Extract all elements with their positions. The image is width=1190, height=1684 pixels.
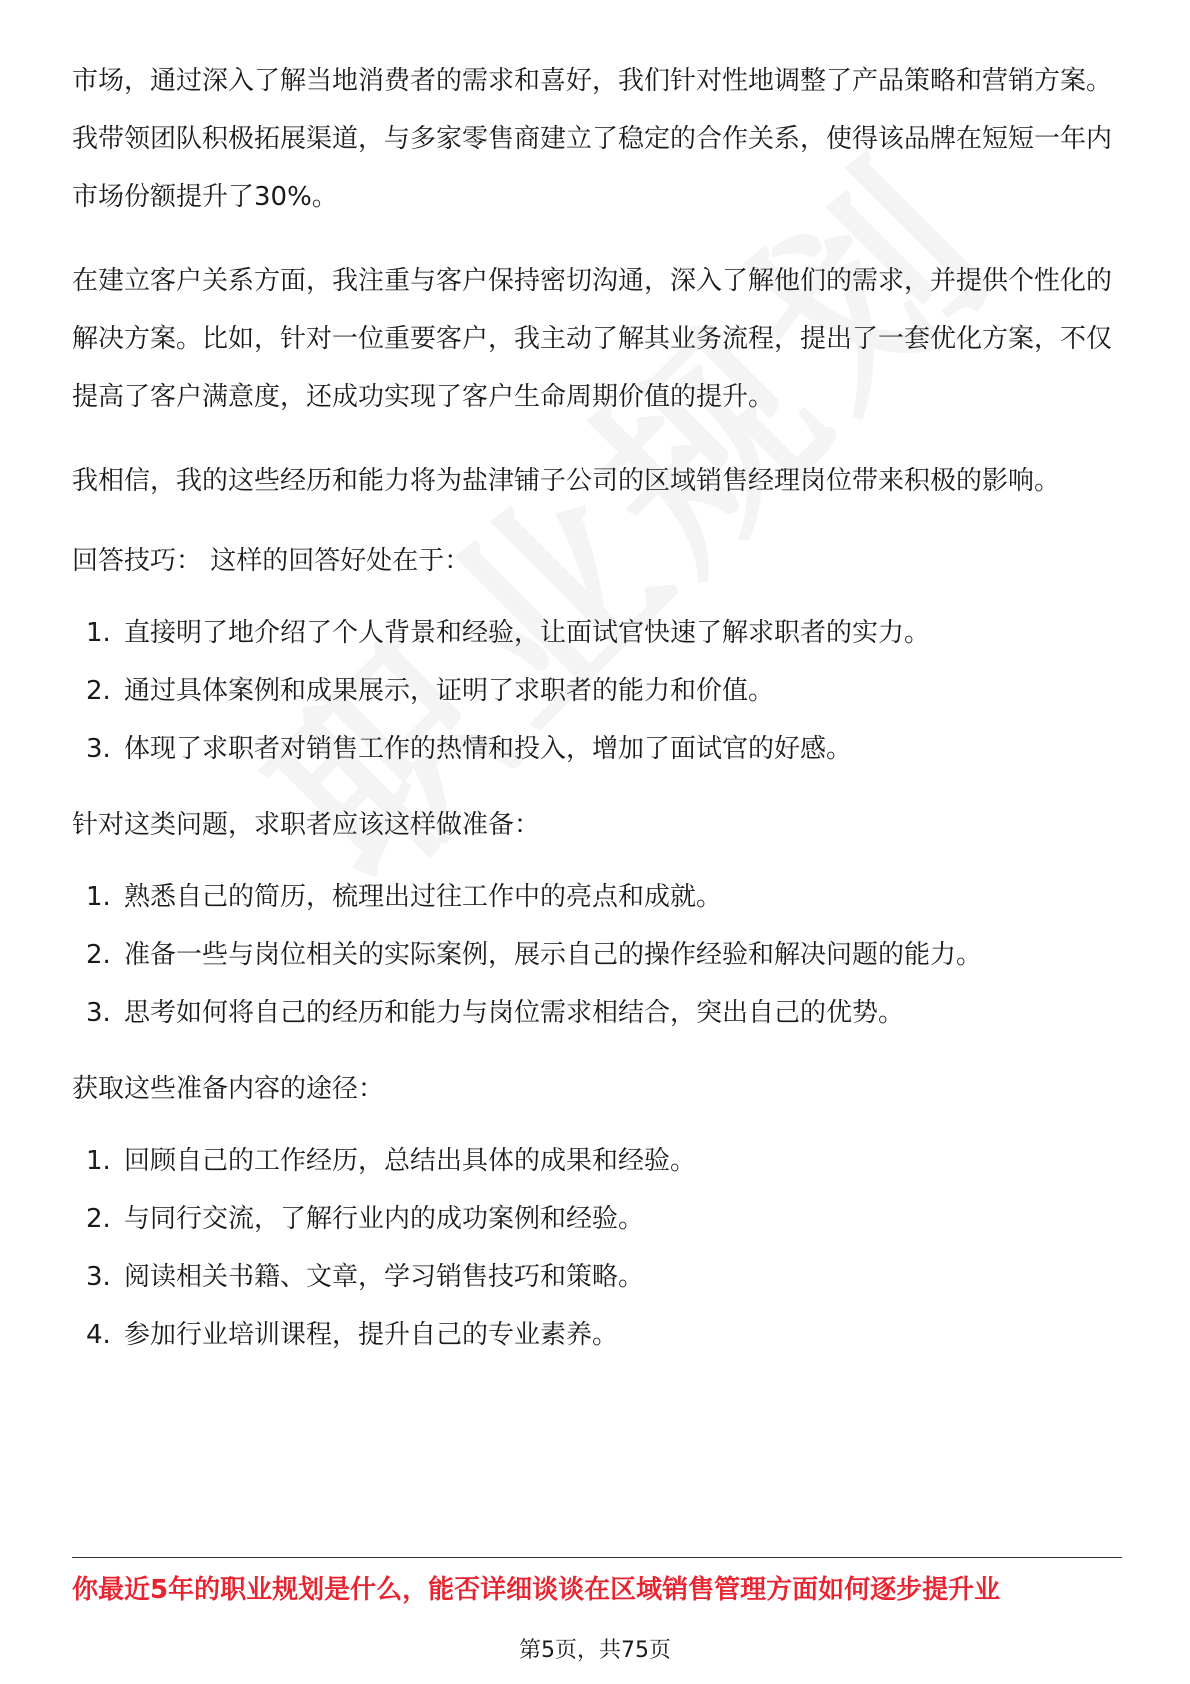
section-answer-tips-lead: 回答技巧： 这样的回答好处在于： — [72, 546, 471, 576]
list-item-text: 体现了求职者对销售工作的热情和投入，增加了面试官的好感。 — [124, 734, 853, 764]
preparation-list — [72, 868, 1122, 1042]
section-preparation-lead: 针对这类问题，求职者应该这样做准备： — [72, 810, 541, 840]
paragraph-2: 在建立客户关系方面，我注重与客户保持密切沟通，深入了解他们的需求，并提供个性化的解决方案。比如，针对一位重要客户，我主动了解其业务流程，提出了一套优化方案，不仅提高了客户满意度，还成功实现了客户生命周期价值的提升。 — [72, 266, 1113, 412]
paragraph-1: 市场，通过深入了解当地消费者的需求和喜好，我们针对性地调整了产品策略和营销方案。我带领团队积极拓展渠道，与多家零售商建立了稳定的合作关系，使得该品牌在短短一年内市场份额提升了30%。 — [72, 66, 1113, 212]
list-item-text: 熟悉自己的简历，梳理出过往工作中的亮点和成就。 — [124, 882, 723, 912]
list-number: 2. — [86, 1204, 111, 1234]
page-content — [72, 52, 1122, 1386]
list-item — [72, 1132, 1122, 1190]
sources-list — [72, 1132, 1122, 1364]
section-sources-lead: 获取这些准备内容的途径： — [72, 1074, 385, 1104]
list-item-text: 直接明了地介绍了个人背景和经验，让面试官快速了解求职者的实力。 — [124, 618, 931, 648]
page-number: 第5页，共75页 — [519, 1638, 671, 1663]
list-item — [72, 720, 1122, 778]
list-number: 2. — [86, 676, 111, 706]
list-number: 3. — [86, 1262, 111, 1292]
list-number: 4. — [86, 1320, 111, 1350]
list-item — [72, 926, 1122, 984]
list-item-text: 思考如何将自己的经历和能力与岗位需求相结合，突出自己的优势。 — [124, 998, 905, 1028]
list-item-text: 准备一些与岗位相关的实际案例，展示自己的操作经验和解决问题的能力。 — [124, 940, 983, 970]
list-item — [72, 984, 1122, 1042]
paragraph-3: 我相信，我的这些经历和能力将为盐津铺子公司的区域销售经理岗位带来积极的影响。 — [72, 466, 1061, 496]
list-item — [72, 1248, 1122, 1306]
list-number: 2. — [86, 940, 111, 970]
list-number: 3. — [86, 734, 111, 764]
list-item-text: 参加行业培训课程，提升自己的专业素养。 — [124, 1320, 619, 1350]
list-number: 1. — [86, 882, 111, 912]
list-item — [72, 1306, 1122, 1364]
next-question-heading: 你最近5年的职业规划是什么，能否详细谈谈在区域销售管理方面如何逐步提升业 — [72, 1575, 1001, 1605]
answer-tips-list — [72, 604, 1122, 778]
list-item — [72, 662, 1122, 720]
list-number: 3. — [86, 998, 111, 1028]
list-item-text: 通过具体案例和成果展示，证明了求职者的能力和价值。 — [124, 676, 775, 706]
divider — [72, 1557, 1122, 1558]
list-number: 1. — [86, 618, 111, 648]
list-item — [72, 868, 1122, 926]
list-item-text: 阅读相关书籍、文章，学习销售技巧和策略。 — [124, 1262, 645, 1292]
list-number: 1. — [86, 1146, 111, 1176]
list-item-text: 与同行交流，了解行业内的成功案例和经验。 — [124, 1204, 645, 1234]
list-item — [72, 604, 1122, 662]
list-item-text: 回顾自己的工作经历，总结出具体的成果和经验。 — [124, 1146, 697, 1176]
list-item — [72, 1190, 1122, 1248]
